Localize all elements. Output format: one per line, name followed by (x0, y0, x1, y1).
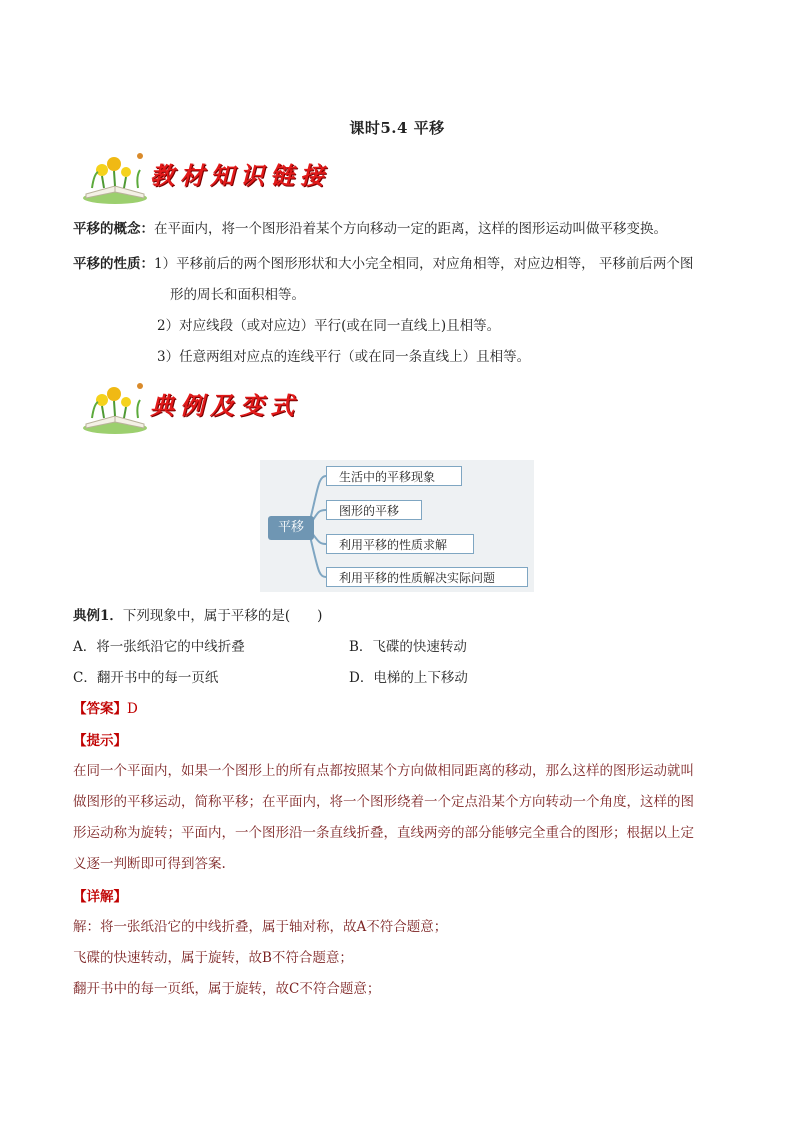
answer-tag: 【答案】 (73, 701, 127, 717)
page-title: 课时5.4 平移 (349, 119, 445, 137)
banner-title: 教材知识链接 (150, 161, 330, 190)
option-a: A．将一张纸沿它的中线折叠 (73, 639, 245, 655)
question-text: 下列现象中，属于平移的是( ) (122, 608, 323, 624)
concept-text: 在平面内，将一个图形沿着某个方向移动一定的距离，这样的图形运动叫做平移变换。 (154, 221, 667, 237)
banner-title: 典例及变式 (150, 391, 300, 420)
option-d: D．电梯的上下移动 (349, 670, 468, 686)
book-flower-icon (80, 378, 150, 436)
properties-label: 平移的性质： (73, 256, 154, 272)
detail-line: 解：将一张纸沿它的中线折叠，属于轴对称，故A不符合题意； (73, 919, 448, 935)
example-label: 典例1． (73, 608, 123, 624)
hint-tag: 【提示】 (73, 733, 127, 749)
detail-tag: 【详解】 (73, 889, 127, 905)
hint-line: 形运动称为旋转；平面内，一个图形沿一条直线折叠，直线两旁的部分能够完全重合的图形；根据以上定 (73, 825, 694, 841)
property-item: 3）任意两组对应点的连线平行（或在同一条直线上）且相等。 (157, 349, 531, 365)
mindmap-branch: 利用平移的性质求解 (326, 534, 474, 554)
hint-paragraph (73, 756, 733, 880)
answer-value: D (127, 701, 138, 717)
hint-line: 做图形的平移运动，简称平移；在平面内，将一个图形绕着一个定点沿某个方向转动一个角度，这样的图 (73, 794, 694, 810)
property-item: 形的周长和面积相等。 (170, 287, 305, 303)
property-item: 1）平移前后的两个图形形状和大小完全相同，对应角相等，对应边相等， 平移前后两个图 (154, 256, 694, 272)
detail-line: 飞碟的快速转动，属于旋转，故B不符合题意； (73, 950, 353, 966)
option-c: C．翻开书中的每一页纸 (73, 670, 219, 686)
concept-label: 平移的概念： (73, 221, 154, 237)
book-flower-icon (80, 148, 150, 206)
mindmap-branch: 利用平移的性质解决实际问题 (326, 567, 528, 587)
answer-line (73, 699, 138, 719)
section-banner-examples (80, 378, 370, 438)
option-b: B．飞碟的快速转动 (349, 639, 467, 655)
mindmap-branch: 生活中的平移现象 (326, 466, 462, 486)
example-question (73, 606, 322, 626)
concept-paragraph (73, 219, 733, 239)
hint-line: 义逐一判断即可得到答案. (73, 856, 226, 872)
section-banner-knowledge (80, 148, 370, 208)
mind-map (260, 460, 534, 592)
hint-line: 在同一个平面内，如果一个图形上的所有点都按照某个方向做相同距离的移动，那么这样的图形运动就叫 (73, 763, 694, 779)
property-item: 2）对应线段（或对应边）平行(或在同一直线上)且相等。 (157, 318, 501, 334)
detail-line: 翻开书中的每一页纸，属于旋转，故C不符合题意； (73, 981, 381, 997)
detail-paragraph (73, 912, 733, 1005)
properties-line-1 (73, 254, 733, 274)
mindmap-branch: 图形的平移 (326, 500, 422, 520)
mindmap-root: 平移 (268, 516, 314, 540)
